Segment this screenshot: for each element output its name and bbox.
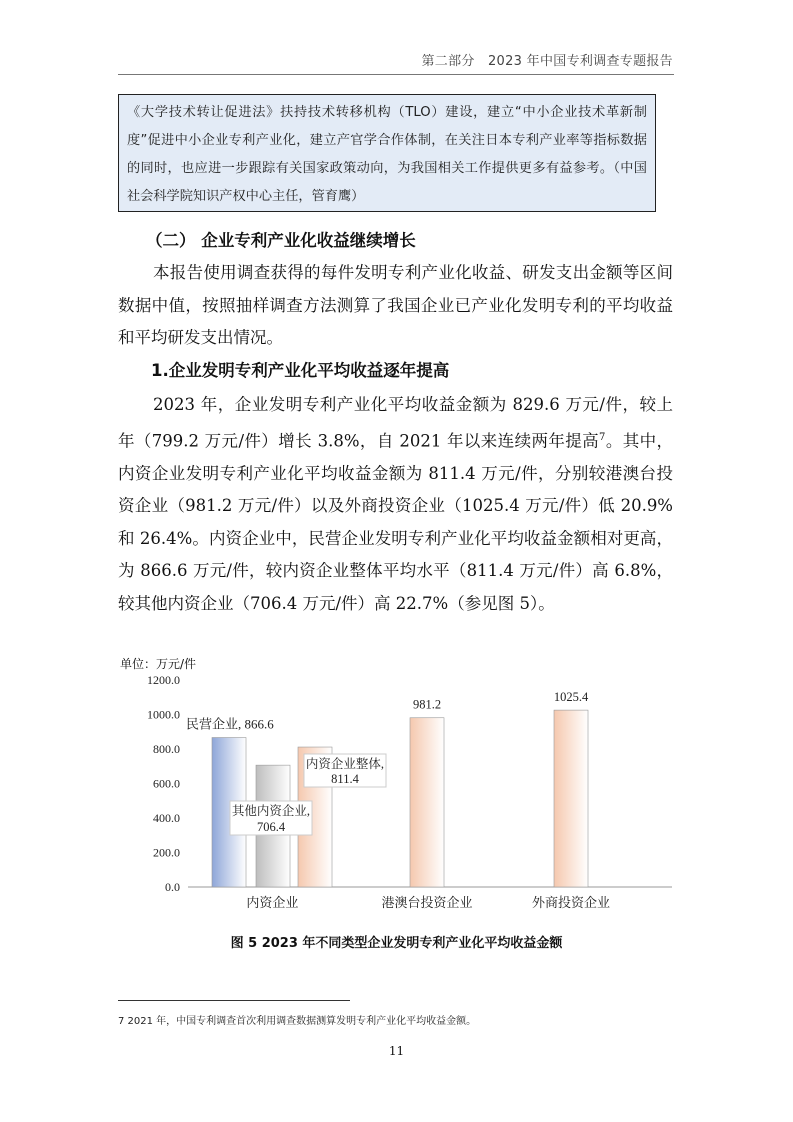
chart-svg [116, 668, 676, 930]
section-heading: （二） 企业专利产业化收益继续增长 [146, 231, 416, 250]
y-tick-label: 1200.0 [147, 673, 180, 687]
data-label-other-line2: 706.4 [256, 820, 286, 834]
y-tick-label: 0.0 [165, 880, 180, 894]
chart-unit-label: 单位：万元/件 [120, 657, 197, 671]
x-category-label: 外商投资企业 [531, 895, 611, 910]
data-label-hkmt: 981.2 [412, 697, 442, 712]
data-label-overall-line1: 内资企业整体, [305, 757, 385, 771]
data-label-overall-line2: 811.4 [331, 772, 359, 786]
y-tick-label: 400.0 [153, 811, 180, 825]
y-tick-label: 1000.0 [147, 707, 180, 722]
footnote: 7 2021 年，中国专利调查首次利用调查数据测算发明专利产业化平均收益金额。 [118, 1016, 477, 1027]
x-category-label: 港澳台投资企业 [381, 895, 473, 910]
header-divider [118, 74, 674, 75]
footnote-marker: 7 [599, 431, 606, 443]
page-number: 11 [388, 1044, 405, 1058]
bar-外商投资企业 [554, 710, 588, 887]
body-text-part-2: 。其中，内资企业发明专利产业化平均收益金额为 811.4 万元/件，分别较港澳台投资企业（981.2 万元/件）以及外商投资企业（1025.4 万元/件）低 20.9%和 26.4%。内资企业中，民营企业发明专利产业化平均收益金额相对更高，为 866.6 万元/件，较内资企业整体平均水平（811.4 万元/件）高 6.8%，较其他内资企业（706.4 万元/件）高 22.7%（参见图 5）。 [118, 431, 673, 613]
footnote-divider [118, 1000, 350, 1001]
subsection-heading: 1.企业发明专利产业化平均收益逐年提高 [151, 361, 450, 380]
body-paragraph [118, 389, 673, 620]
data-label-foreign: 1025.4 [553, 690, 589, 705]
intro-paragraph: 本报告使用调查获得的每件发明专利产业化收益、研发支出金额等区间数据中值，按照抽样调查方法测算了我国企业已产业化发明专利的平均收益和平均研发支出情况。 [118, 263, 673, 347]
data-label-minying: 民营企业, 866.6 [186, 716, 274, 732]
bar-chart [116, 668, 676, 930]
y-tick-label: 600.0 [153, 776, 180, 791]
y-tick-label: 200.0 [153, 845, 180, 860]
bar-港澳台投资企业 [410, 718, 444, 887]
body-text-part-1: 2023 年，企业发明专利产业化平均收益金额为 829.6 万元/件，较上年（799.2 万元/件）增长 3.8%，自 2021 年以来连续两年提高 [118, 395, 673, 450]
commentary-text: 《大学技术转让促进法》扶持技术转移机构（TLO）建设，建立“中小企业技术革新制度”促进中小企业专利产业化，建立产官学合作体制，在关注日本专利产业率等指标数据的同时，也应进一步跟踪有关国家政策动向，为我国相关工作提供更多有益参考。（中国社会科学院知识产权中心主任，管育鹰） [127, 105, 647, 204]
data-label-other-line1: 其他内资企业, [231, 804, 311, 818]
x-category-label: 内资企业 [246, 895, 299, 910]
running-header: 第二部分 2023 年中国专利调查专题报告 [421, 54, 673, 69]
commentary-box [118, 94, 656, 212]
figure-caption: 图 5 2023 年不同类型企业发明专利产业化平均收益金额 [230, 936, 563, 951]
y-tick-label: 800.0 [153, 742, 180, 756]
